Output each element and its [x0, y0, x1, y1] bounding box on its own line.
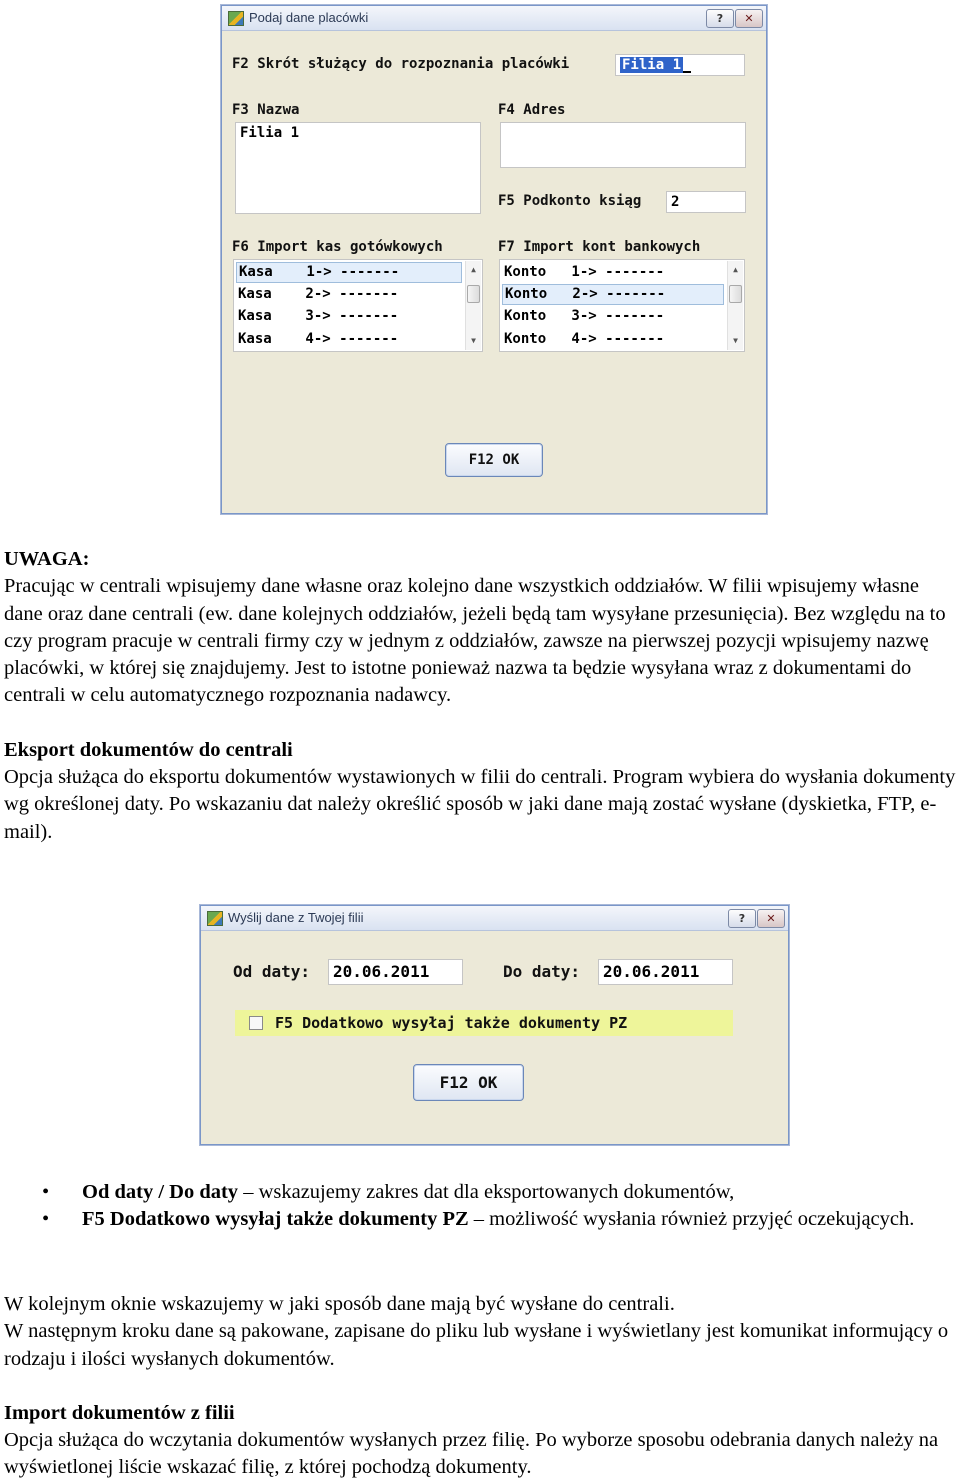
od-daty-label: Od daty:: [233, 962, 311, 981]
f5-checkbox-row[interactable]: [235, 1010, 733, 1036]
f7-bank-list[interactable]: [499, 259, 745, 352]
eksport-paragraph: Opcja służąca do eksportu dokumentów wystawionych w filii do centrali. Program wybiera do wysłania dokumenty wg określonej daty. Po wskazaniu dat należy określić sposób w jaki dane mają zostać wysłane (dyskietka, FTP, e-mail).: [4, 766, 956, 843]
bullet-term: F5 Dodatkowo wysyłaj także dokumenty PZ: [82, 1208, 469, 1231]
dialog2-titlebar[interactable]: [201, 906, 788, 931]
bullet-desc: – możliwość wysłania również przyjęć oczekujących.: [468, 1208, 915, 1231]
list-item[interactable]: Kasa 1-> -------: [236, 262, 462, 283]
dialog1-title: Podaj dane placówki: [249, 10, 369, 25]
f3-name-input[interactable]: Filia 1: [235, 122, 481, 214]
scroll-up-icon[interactable]: ▲: [733, 265, 738, 274]
f3-label: F3 Nazwa: [232, 102, 300, 118]
f5-subaccount-input[interactable]: 2: [666, 191, 746, 213]
app-icon: [207, 911, 223, 926]
help-button[interactable]: ?: [728, 909, 756, 928]
list-item[interactable]: Kasa 3-> -------: [238, 308, 399, 324]
f6-label: F6 Import kas gotówkowych: [232, 239, 443, 255]
uwaga-paragraph: Pracując w centrali wpisujemy dane własne oraz kolejno dane wszystkich oddziałów. W filii wpisujemy własne dane oraz dane centrali (ew. dane kolejnych oddziałów, jeżeli będą tam wysyłane przesunięcia). Bez względu na to czy program pracuje w centrali firmy czy w jednym z oddziałów, zawsze na pierwszej pozycji wpisujemy nazwę placówki, w której się znajdujemy. Jest to istotne ponieważ nazwa ta będzie wysyłana wraz z dokumentami do centrali w celu automatycznego rozpoznania nadawcy.: [4, 575, 946, 707]
f4-address-input[interactable]: [500, 122, 746, 168]
scroll-thumb[interactable]: [467, 285, 480, 303]
import-heading: Import dokumentów z filii: [4, 1401, 235, 1424]
close-button[interactable]: ✕: [757, 909, 785, 928]
ok-button[interactable]: F12 OK: [445, 443, 543, 477]
f5-label: F5 Podkonto ksiąg: [498, 193, 642, 209]
f6-scrollbar[interactable]: [465, 261, 481, 350]
scroll-down-icon[interactable]: ▼: [471, 336, 476, 345]
f4-label: F4 Adres: [498, 102, 566, 118]
list-item: [0, 1206, 922, 1233]
list-item[interactable]: Kasa 4-> -------: [238, 331, 399, 347]
list-item[interactable]: Konto 2-> -------: [502, 284, 724, 305]
bullet-term: Od daty / Do daty: [82, 1181, 239, 1203]
dialog2-title: Wyślij dane z Twojej filii: [228, 910, 364, 925]
close-button[interactable]: ✕: [735, 9, 763, 28]
list-item[interactable]: Konto 1-> -------: [504, 264, 665, 280]
ok-button[interactable]: F12 OK: [413, 1064, 524, 1101]
scroll-up-icon[interactable]: ▲: [471, 265, 476, 274]
paragraph: W następnym kroku dane są pakowane, zapisane do pliku lub wysłane i wyświetlany jest komunikat informujący o rodzaju i ilości wysłanych dokumentów.: [4, 1320, 949, 1370]
list-item[interactable]: Konto 3-> -------: [504, 308, 665, 324]
scroll-down-icon[interactable]: ▼: [733, 336, 738, 345]
f2-label: F2 Skrót służący do rozpoznania placówki: [232, 56, 570, 72]
eksport-heading: Eksport dokumentów do centrali: [4, 738, 293, 761]
do-daty-input[interactable]: 20.06.2011: [598, 959, 733, 985]
dialog1-titlebar[interactable]: [222, 6, 766, 31]
list-item[interactable]: Konto 4-> -------: [504, 331, 665, 347]
list-item: [0, 1179, 922, 1206]
import-paragraph: Opcja służąca do wczytania dokumentów wysłanych przez filię. Po wyborze sposobu odebrania danych należy na wyświetlonej liście wskazać filię, z której pochodzą dokumenty.: [4, 1429, 939, 1479]
f2-value: Filia 1: [622, 57, 682, 73]
do-daty-label: Do daty:: [503, 962, 581, 981]
f7-label: F7 Import kont bankowych: [498, 239, 701, 255]
paragraph: W kolejnym oknie wskazujemy w jaki sposób dane mają być wysłane do centrali.: [4, 1293, 675, 1315]
uwaga-heading: UWAGA:: [4, 548, 90, 570]
text-block-uwaga: [4, 546, 960, 846]
text-caret: [683, 59, 691, 73]
bullet-desc: – wskazujemy zakres dat dla eksportowanych dokumentów,: [238, 1181, 735, 1203]
f5-checkbox-label: F5 Dodatkowo wysyłaj także dokumenty PZ: [275, 1014, 628, 1032]
help-button[interactable]: ?: [706, 9, 734, 28]
dialog-podaj-dane-placowki: [221, 5, 767, 514]
f2-shortcut-input[interactable]: [615, 54, 745, 76]
f7-scrollbar[interactable]: [727, 261, 743, 350]
f6-cash-list[interactable]: [233, 259, 483, 352]
list-item[interactable]: Kasa 2-> -------: [238, 286, 399, 302]
od-daty-input[interactable]: 20.06.2011: [328, 959, 463, 985]
scroll-thumb[interactable]: [729, 285, 742, 303]
f5-checkbox[interactable]: [249, 1016, 263, 1030]
app-icon: [228, 11, 244, 26]
dialog-wyslij-dane: [200, 905, 789, 1145]
bullet-list: [0, 1179, 922, 1234]
text-block-end: [4, 1291, 960, 1482]
